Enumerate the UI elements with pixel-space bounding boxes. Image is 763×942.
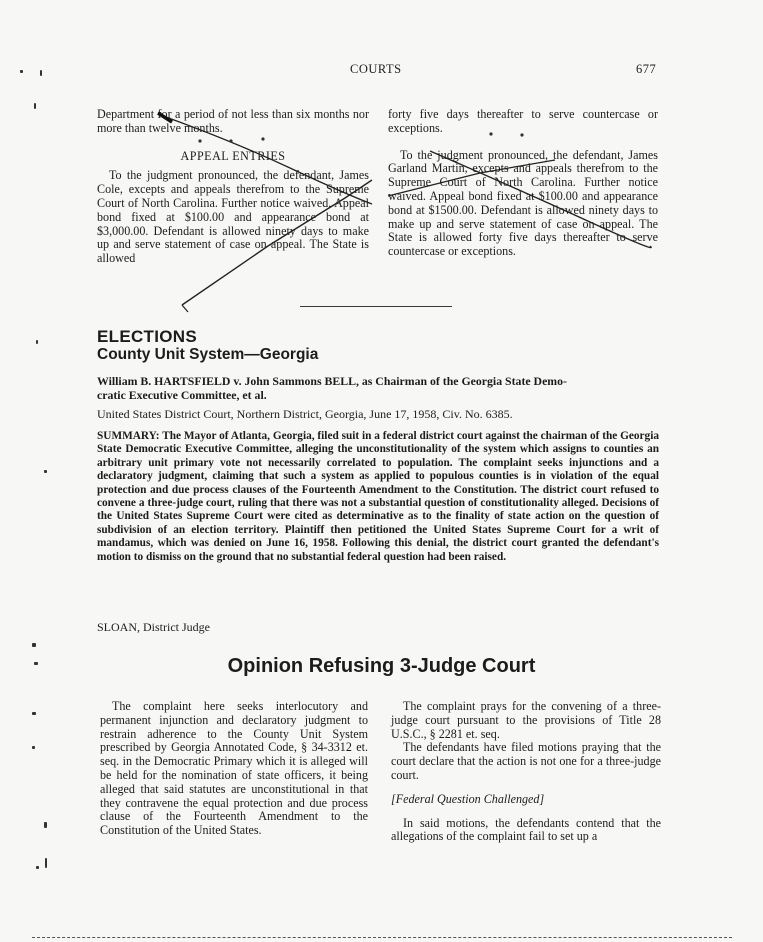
opinion-right-para2: The defendants have filed motions praying that the court declare that the action is not one for a three-judge court.	[391, 740, 661, 782]
judge-name: SLOAN, District Judge	[97, 620, 210, 634]
appeal-entries-heading: APPEAL ENTRIES	[180, 148, 286, 163]
summary-text: The Mayor of Atlanta, Georgia, filed suit in a federal district court against the chairman of the Georgia State Democratic Executive Committee, alleging the unconstitutionality of the system which assigns to counties an arbitrary unit primary vote not necessarily correlated to population. The complaint seeks injunctions and a declaratory judgment, claiming that such a system as applied to populous counties is in violation of the equal protection and due process clauses of the Fourteenth Amendment to the Constitution. The district court refused to convene a three-judge court, ruling that there was not a substantial question of constitutionality alleged. Decisions of the United States Supreme Court were cited as determinative as to the finality of state action on the question of subdivision of an election territory. Plaintiff then petitioned the United States Supreme Court for a writ of mandamus, which was denied on June 16, 1958. Following this denial, the district court granted the defendant's motion to dismiss on the ground that no substantial federal question had been raised.	[97, 430, 659, 563]
case-title-line1: William B. HARTSFIELD v. John Sammons BELL, as Chairman of the Georgia State Demo-	[97, 374, 567, 388]
opinion-right-para3: In said motions, the defendants contend that the allegations of the complaint fail to set up a	[391, 815, 661, 844]
scan-speck	[20, 70, 23, 73]
subsection-heading: County Unit System—Georgia	[97, 346, 319, 363]
opinion-title: Opinion Refusing 3-Judge Court	[227, 655, 536, 677]
scan-speck	[32, 712, 36, 715]
bottom-scan-edge	[32, 937, 732, 938]
opinion-left-column	[100, 700, 368, 838]
scan-speck	[44, 822, 47, 828]
top-right-para1: forty five days thereafter to serve countercase or exceptions.	[388, 107, 658, 135]
summary-block	[97, 430, 659, 564]
scan-speck	[32, 643, 36, 647]
running-head: COURTS	[350, 62, 402, 76]
scan-speck	[34, 662, 38, 665]
scan-speck	[44, 470, 47, 473]
opinion-right-column	[391, 700, 661, 844]
opinion-left-para: The complaint here seeks interlocutory and permanent injunction and declaratory judgment to restrain adherence to the County Unit System prescribed by Georgia Annotated Code, § 34-3312 et. seq. in the Democratic Primary which it is alleged will be held for the nomination of state officers, it being alleged that said statutes are unconstitutional in that they contravene the equal protection and due process clause of the Fourteenth Amendment to the Constitution of the United States.	[100, 699, 368, 838]
top-left-para2: To the judgment pronounced, the defendant, James Cole, excepts and appeals therefrom to the Supreme Court of North Carolina. Further notice waived. Appeal bond fixed at $100.00 and appearance bond at $3,000.00. Defendant is allowed ninety days to make up and serve statement of case on appeal. The State is allowed	[97, 168, 369, 266]
summary-label: SUMMARY:	[97, 430, 160, 442]
top-left-para1: Department for a period of not less than six months nor more than twelve months.	[97, 107, 369, 135]
page-number: 677	[636, 62, 657, 76]
section-heading: ELECTIONS	[97, 327, 197, 346]
scan-speck	[34, 103, 36, 109]
federal-question-heading: [Federal Question Challenged]	[391, 791, 545, 806]
scan-speck	[32, 746, 35, 749]
case-title	[97, 374, 663, 402]
top-right-para2: To the judgment pronounced, the defendant, James Garland Martin, excepts and appeals therefrom to the Supreme Court of North Carolina. Further notice waived. Appeal bond fixed at $100.00 and appearance bond at $1500.00. Defendant is allowed ninety days to make up and serve statement of case on appeal. The State is allowed forty five days thereafter to serve countercase or exceptions.	[388, 147, 658, 259]
court-line: United States District Court, Northern District, Georgia, June 17, 1958, Civ. No. 6385.	[97, 407, 513, 421]
opinion-right-para1: The complaint prays for the convening of a three-judge court pursuant to the provisions of Title 28 U.S.C., § 2281 et. seq.	[391, 699, 661, 741]
section-divider	[300, 306, 452, 307]
scan-speck	[40, 70, 42, 76]
case-title-line2: cratic Executive Committee, et al.	[97, 388, 267, 402]
scan-speck	[45, 858, 47, 868]
scan-speck	[36, 340, 38, 344]
scan-speck	[36, 866, 39, 869]
